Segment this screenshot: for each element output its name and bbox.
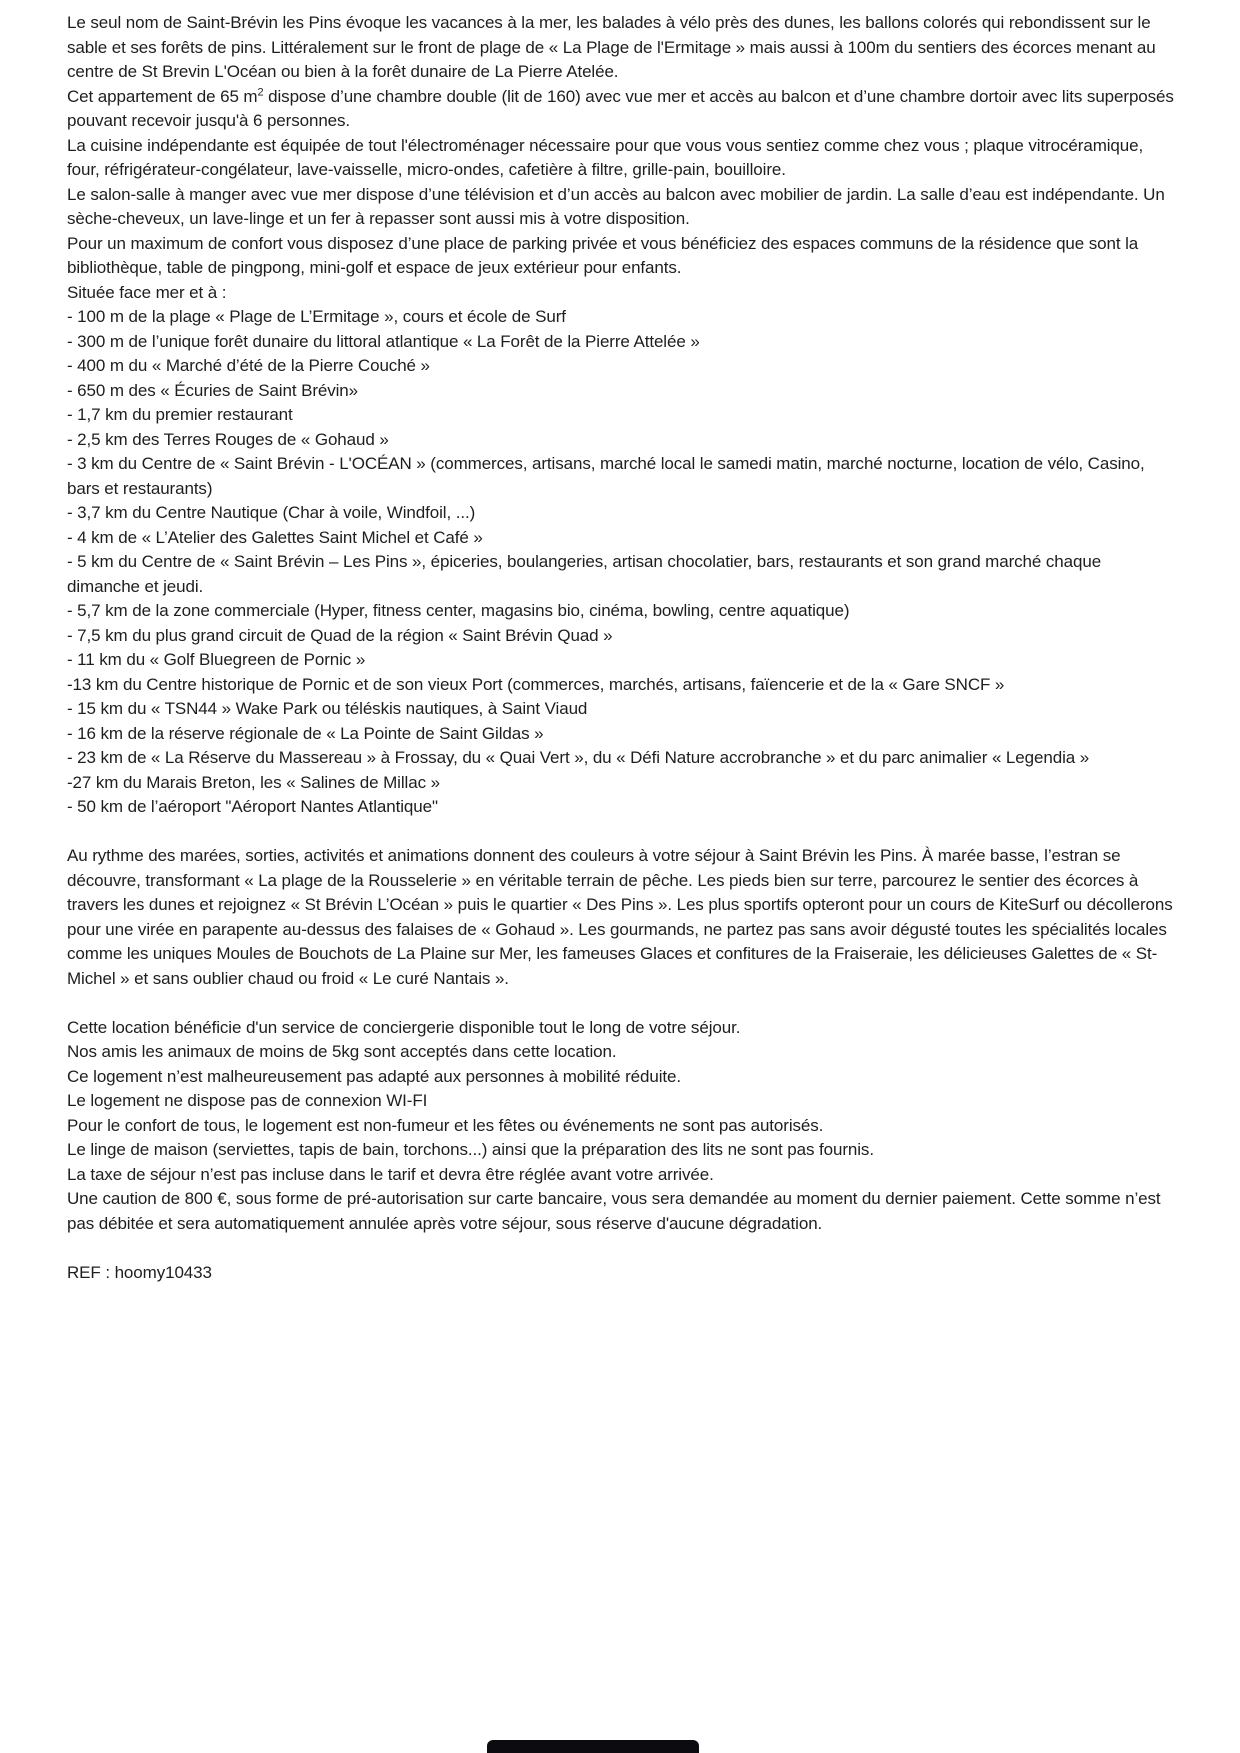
text-line: Au rythme des marées, sorties, activités et animations donnent des couleurs à votre séjour à Saint Brévin les Pins. À marée basse, l’estran se découvre, transformant « La plage de la Rousselerie » en véritable terrain de pêche. Les pieds bien sur terre, parcourez le sentier des écorces à travers les dunes et rejoignez « St Brévin L’Océan » puis le quartier « Des Pins ». Les plus sportifs opteront pour un cours de KiteSurf ou décollerons pour une virée en parapente au-dessus des falaises de « Gohaud ». Les gourmands, ne partez pas sans avoir dégusté toutes les spécialités locales comme les uniques Moules de Bouchots de La Plaine sur Mer, les fameuses Glaces et confitures de la Fraiseraie, les délicieuses Galettes de « St-Michel » et sans oublier chaud ou froid « Le curé Nantais ».	[67, 846, 1173, 988]
superscript: 2	[257, 85, 264, 98]
text-line: Nos amis les animaux de moins de 5kg sont acceptés dans cette location.	[67, 1042, 617, 1061]
text-line: - 23 km de « La Réserve du Massereau » à Frossay, du « Quai Vert », du « Défi Nature accrobranche » et du parc animalier « Legendia »	[67, 748, 1090, 767]
blank-line	[67, 991, 1175, 1016]
text-line: Ce logement n’est malheureusement pas adapté aux personnes à mobilité réduite.	[67, 1066, 682, 1086]
text-line: -27 km du Marais Breton, les « Salines de Millac »	[67, 772, 440, 792]
text-line: Cet appartement de 65 $m^2$ dispose d’une chambre double (lit de 160) avec vue mer et accès au balcon et d’une chambre dortoir avec lits superposés pouvant recevoir jusqu'à 6 personnes.	[67, 85, 1174, 130]
text-line: - 650 m des « Écuries de Saint Brévin»	[67, 380, 359, 400]
blank-line	[67, 1236, 1175, 1261]
reference-line: REF : hoomy10433	[67, 1262, 212, 1282]
text-line: - 5,7 km de la zone commerciale (Hyper, fitness center, magasins bio, cinéma, bowling, centre aquatique)	[67, 601, 850, 620]
text-line: La taxe de séjour n’est pas incluse dans le tarif et devra être réglée avant votre arrivée.	[67, 1164, 714, 1184]
text-line: - 7,5 km du plus grand circuit de Quad de la région « Saint Brévin Quad »	[67, 625, 613, 645]
text-line: Située face mer et à :	[67, 282, 227, 302]
text-line: - 300 m de l’unique forêt dunaire du littoral atlantique « La Forêt de la Pierre Attelée »	[67, 331, 700, 351]
bottom-partial-element	[487, 1740, 699, 1753]
text-line: - 5 km du Centre de « Saint Brévin – Les Pins », épiceries, boulangeries, artisan chocolatier, bars, restaurants et son grand marché chaque dimanche et jeudi.	[67, 552, 1102, 596]
text-line: Pour un maximum de confort vous disposez d’une place de parking privée et vous bénéficiez des espaces communs de la résidence que sont la bibliothèque, table de pingpong, mini-golf et espace de jeux extérieur pour enfants.	[67, 233, 1139, 277]
blank-line	[67, 820, 1175, 845]
text-line: - 1,7 km du premier restaurant	[67, 405, 293, 424]
text-line: - 2,5 km des Terres Rouges de « Gohaud »	[67, 429, 389, 449]
text-line: Le salon-salle à manger avec vue mer dispose d’une télévision et d’un accès au balcon avec mobilier de jardin. La salle d’eau est indépendante. Un sèche-cheveux, un lave-linge et un fer à repasser sont aussi mis à votre disposition.	[67, 184, 1165, 228]
text-line: - 50 km de l’aéroport "Aéroport Nantes Atlantique"	[67, 797, 438, 816]
text-line: - 3,7 km du Centre Nautique (Char à voile, Windfoil, ...)	[67, 503, 476, 522]
text-line: La cuisine indépendante est équipée de tout l'électroménager nécessaire pour que vous vous sentiez comme chez vous ; plaque vitrocéramique, four, réfrigérateur-congélateur, lave-vaisselle, micro-ondes, cafetière à filtre, grille-pain, bouilloire.	[67, 135, 1144, 179]
text-line: - 11 km du « Golf Bluegreen de Pornic »	[67, 650, 366, 669]
text-line: - 4 km de « L’Atelier des Galettes Saint Michel et Café »	[67, 527, 483, 547]
text-line: Cette location bénéficie d'un service de conciergerie disponible tout le long de votre séjour.	[67, 1017, 741, 1037]
text-line: -13 km du Centre historique de Pornic et de son vieux Port (commerces, marchés, artisans, faïencerie et de la « Gare SNCF »	[67, 674, 1005, 694]
text-line: - 3 km du Centre de « Saint Brévin - L'OCÉAN » (commerces, artisans, marché local le samedi matin, marché nocturne, location de vélo, Casino, bars et restaurants)	[67, 454, 1145, 498]
text-line: - 16 km de la réserve régionale de « La Pointe de Saint Gildas »	[67, 723, 544, 743]
text-line: Le linge de maison (serviettes, tapis de bain, torchons...) ainsi que la préparation des lits ne sont pas fournis.	[67, 1140, 874, 1159]
text-line: Une caution de 800 €, sous forme de pré-autorisation sur carte bancaire, vous sera demandée au moment du dernier paiement. Cette somme n’est pas débitée et sera automatiquement annulée après votre séjour, sous réserve d'aucune dégradation.	[67, 1189, 1161, 1233]
text-line: Pour le confort de tous, le logement est non-fumeur et les fêtes ou événements ne sont pas autorisés.	[67, 1115, 824, 1135]
property-description	[67, 11, 1175, 1285]
text-line: Le seul nom de Saint-Brévin les Pins évoque les vacances à la mer, les balades à vélo près des dunes, les ballons colorés qui rebondissent sur le sable et ses forêts de pins. Littéralement sur le front de plage de « La Plage de l'Ermitage » mais aussi à 100m du sentiers des écorces menant au centre de St Brevin L'Océan ou bien à la forêt dunaire de La Pierre Atelée.	[67, 13, 1156, 81]
text-line: - 15 km du « TSN44 » Wake Park ou téléskis nautiques, à Saint Viaud	[67, 699, 588, 718]
text-line: - 100 m de la plage « Plage de L’Ermitage », cours et école de Surf	[67, 307, 566, 326]
text-line: Le logement ne dispose pas de connexion WI-FI	[67, 1091, 428, 1110]
text-line: - 400 m du « Marché d’été de la Pierre Couché »	[67, 356, 430, 375]
